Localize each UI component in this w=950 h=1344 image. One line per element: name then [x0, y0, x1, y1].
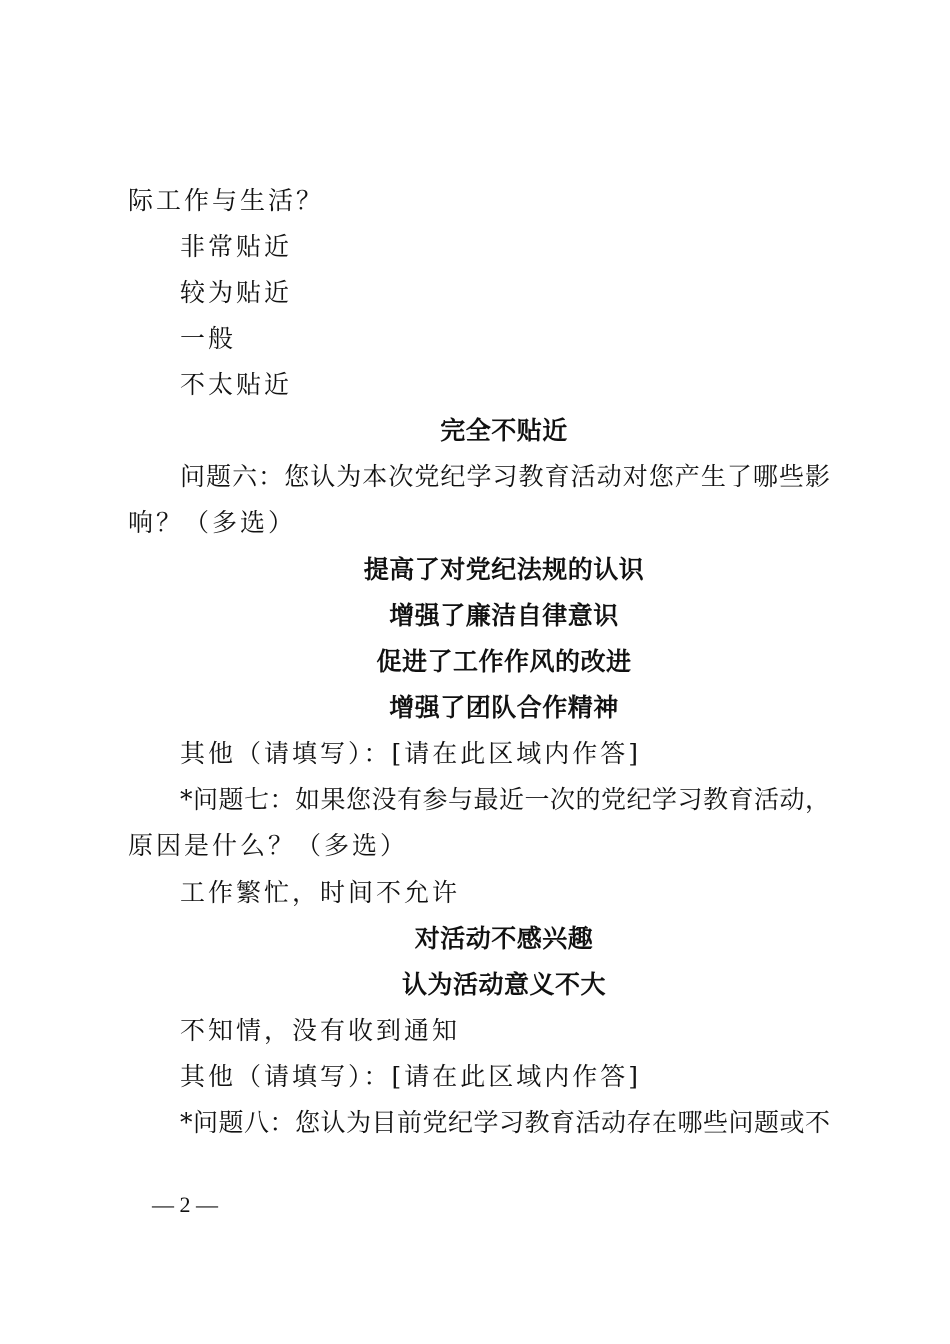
- option-line: 非常贴近: [180, 232, 293, 261]
- centered-option: 对活动不感兴趣: [414, 924, 594, 953]
- other-fill-in: 其他（请填写）：[请在此区域内作答]: [180, 1062, 642, 1091]
- centered-option: 增强了廉洁自律意识: [389, 601, 619, 630]
- centered-option: 促进了工作作风的改进: [376, 647, 632, 676]
- option-line: 较为贴近: [180, 278, 293, 307]
- centered-option: 完全不贴近: [440, 416, 568, 445]
- other-fill-in: 其他（请填写）：[请在此区域内作答]: [180, 739, 642, 768]
- question-seven-cont: 原因是什么？（多选）: [128, 831, 409, 860]
- question-eight: *问题八：您认为目前党纪学习教育活动存在哪些问题或不: [180, 1108, 830, 1137]
- question-seven: *问题七：如果您没有参与最近一次的党纪学习教育活动，: [180, 785, 830, 814]
- option-line: 不太贴近: [180, 370, 293, 399]
- text-line: 际工作与生活？: [128, 186, 325, 215]
- option-line: 一般: [180, 324, 237, 353]
- centered-option: 认为活动意义不大: [401, 970, 606, 999]
- question-six: 问题六：您认为本次党纪学习教育活动对您产生了哪些影: [180, 462, 830, 491]
- page-number: — 2 —: [152, 1192, 218, 1217]
- question-six-cont: 响？（多选）: [128, 508, 297, 537]
- option-line: 不知情，没有收到通知: [180, 1016, 461, 1045]
- centered-option: 增强了团队合作精神: [389, 693, 619, 722]
- centered-option: 提高了对党纪法规的认识: [363, 555, 645, 584]
- option-line: 工作繁忙，时间不允许: [180, 878, 461, 907]
